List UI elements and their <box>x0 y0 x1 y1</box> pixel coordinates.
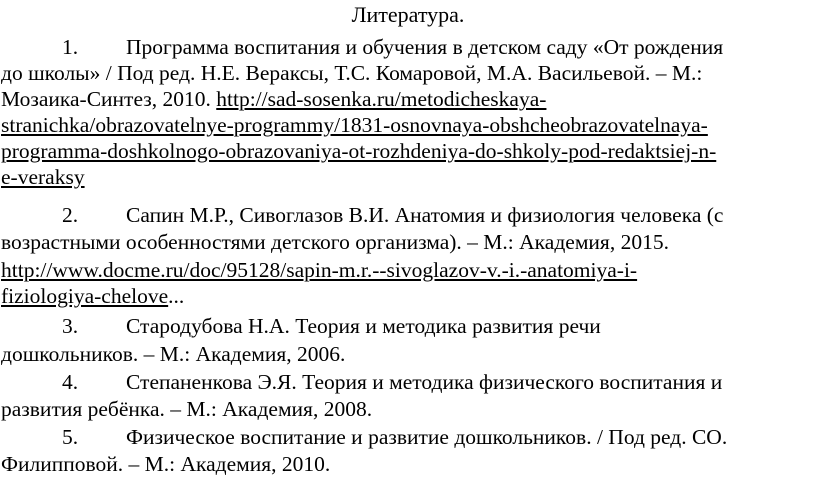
reference-4-line-2: развития ребёнка. – М.: Академия, 2008. <box>1 397 373 421</box>
reference-2-number: 2. <box>62 203 79 227</box>
reference-1-url-3[interactable]: programma-doshkolnogo-obrazovaniya-ot-rozhdeniya-do-shkoly-pod-redaktsiej-n- <box>1 139 717 163</box>
reference-1-line-2: до школы» / Под ред. Н.Е. Вераксы, Т.С. Комаровой, М.А. Васильевой. – М.: <box>1 61 703 85</box>
reference-1-url-1[interactable]: http://sad-sosenka.ru/metodicheskaya- <box>216 87 547 111</box>
reference-2-line-1: Сапин М.Р., Сивоглазов В.И. Анатомия и физиология человека (с <box>126 203 724 227</box>
reference-1-url-2[interactable]: stranichka/obrazovatelnye-programmy/1831-osnovnaya-obshcheobrazovatelnaya- <box>1 113 708 137</box>
reference-1-text-end: Мозаика-Синтез, 2010. <box>1 87 217 111</box>
reference-3-line-1: Стародубова Н.А. Теория и методика развития речи <box>126 314 601 338</box>
reference-3-number: 3. <box>62 314 79 338</box>
reference-1-url-4[interactable]: e-veraksy <box>1 165 85 189</box>
reference-5-number: 5. <box>62 425 79 449</box>
reference-2-url-1[interactable]: http://www.docme.ru/doc/95128/sapin-m.r.--sivoglazov-v.-i.-anatomiya-i- <box>1 258 638 282</box>
reference-1-line-3 <box>1 86 546 112</box>
reference-1-line-1: Программа воспитания и обучения в детском саду «От рождения <box>126 35 724 59</box>
reference-5-line-1: Физическое воспитание и развитие дошкольников. / Под ред. СО. <box>126 425 728 449</box>
page-title: Литература. <box>351 2 465 27</box>
reference-3-line-2: дошкольников. – М.: Академия, 2006. <box>1 342 346 366</box>
reference-2-line-4 <box>1 283 184 309</box>
reference-2-line-2: возрастными особенностями детского организма). – М.: Академия, 2015. <box>1 230 669 254</box>
reference-2-url-2[interactable]: fiziologiya-chelove <box>1 284 169 308</box>
reference-2-url-ellipsis: ... <box>168 284 185 308</box>
reference-1-number: 1. <box>62 35 79 59</box>
reference-4-line-1: Степаненкова Э.Я. Теория и методика физического воспитания и <box>126 370 723 394</box>
reference-4-number: 4. <box>62 370 79 394</box>
reference-5-line-2: Филипповой. – М.: Академия, 2010. <box>1 452 331 476</box>
